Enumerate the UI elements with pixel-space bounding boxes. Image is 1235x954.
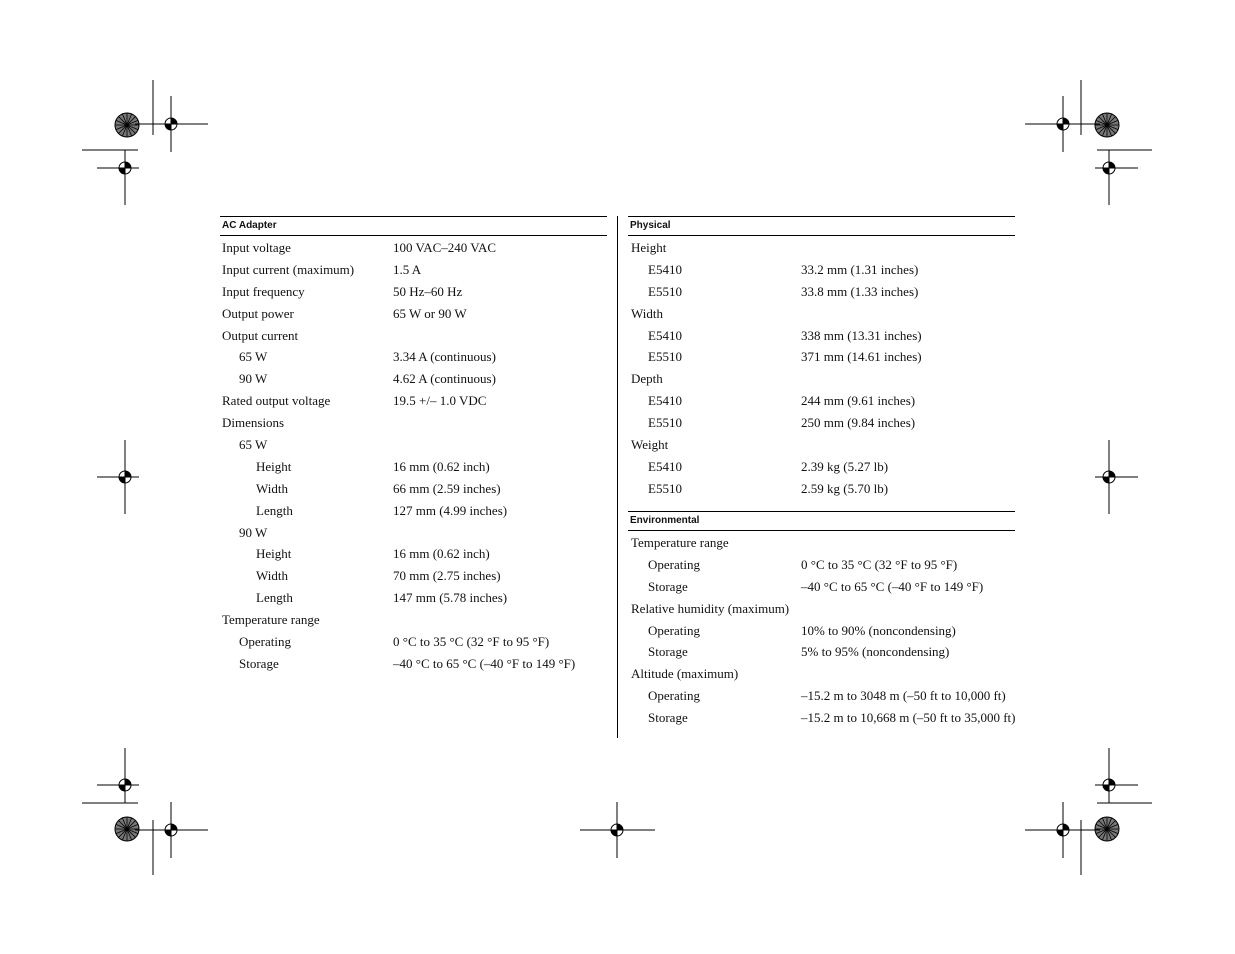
spec-label: Input voltage (222, 240, 291, 255)
spec-label: Rated output voltage (222, 393, 331, 409)
spec-label: E5410 (648, 327, 682, 343)
spec-value: 33.8 mm (1.33 inches) (801, 283, 919, 299)
spec-row (220, 522, 607, 544)
spec-label: Operating (648, 556, 700, 572)
spec-label: Operating (648, 622, 700, 638)
spec-row (220, 478, 607, 500)
spec-row (628, 281, 1015, 303)
spec-value: –40 °C to 65 °C (–40 °F to 149 °F) (393, 655, 576, 671)
spec-label: Operating (648, 688, 700, 704)
spec-row (220, 587, 607, 609)
spec-row (628, 685, 1015, 707)
spec-value: 4.62 A (continuous) (393, 371, 496, 387)
physical-table (628, 216, 1015, 500)
spec-value: 147 mm (5.78 inches) (393, 590, 508, 606)
spec-row (220, 303, 607, 325)
spec-label: 90 W (239, 371, 268, 387)
spec-row (628, 707, 1015, 729)
spec-label: 65 W (239, 437, 268, 453)
spec-label: Storage (648, 644, 688, 660)
spec-label: Temperature range (631, 535, 729, 550)
spec-label: E5510 (648, 415, 682, 431)
spec-row (628, 456, 1015, 478)
spec-label: Output power (222, 305, 294, 321)
spec-value: 5% to 95% (noncondensing) (801, 644, 950, 660)
spec-row (220, 259, 607, 281)
spec-label: 65 W (239, 349, 268, 365)
spec-row (628, 259, 1015, 281)
spec-value: 3.34 A (continuous) (393, 349, 496, 365)
spec-row (628, 368, 1015, 390)
spec-label: Relative humidity (maximum) (631, 600, 790, 616)
spec-row (628, 325, 1015, 347)
spec-label: Height (256, 546, 292, 562)
spec-value: 338 mm (13.31 inches) (801, 327, 922, 343)
spec-value: 65 W or 90 W (393, 305, 467, 321)
spec-label: Height (631, 240, 667, 255)
ac-adapter-table (220, 216, 607, 675)
spec-row (220, 543, 607, 565)
spec-label: Operating (239, 634, 291, 650)
spec-label: Length (256, 502, 293, 518)
spec-row (628, 598, 1015, 620)
spec-label: Temperature range (222, 612, 320, 628)
spec-row (628, 412, 1015, 434)
spec-label: Storage (239, 655, 279, 671)
ac-adapter-heading: AC Adapter (220, 216, 607, 236)
spec-value: 100 VAC–240 VAC (393, 240, 497, 255)
spec-label: E5510 (648, 283, 682, 299)
ac-adapter-rows (220, 236, 607, 675)
spec-value: –15.2 m to 10,668 m (–50 ft to 35,000 ft) (801, 710, 1016, 726)
spec-value: 50 Hz–60 Hz (393, 283, 463, 299)
column-divider (617, 216, 618, 738)
environmental-heading: Environmental (628, 511, 1015, 531)
spec-label: Weight (631, 437, 669, 453)
spec-label: Input current (maximum) (222, 261, 355, 277)
spec-value: 127 mm (4.99 inches) (393, 502, 508, 518)
spec-row (628, 237, 1015, 259)
spec-label: Dimensions (222, 415, 285, 431)
spec-row (220, 325, 607, 347)
spec-row (628, 434, 1015, 456)
spec-row (220, 390, 607, 412)
spec-row (220, 368, 607, 390)
spec-label: Output current (222, 327, 299, 343)
spec-row (220, 653, 607, 675)
environmental-rows (628, 531, 1015, 729)
spec-value: –40 °C to 65 °C (–40 °F to 149 °F) (801, 578, 984, 594)
spec-value: 2.59 kg (5.70 lb) (801, 480, 889, 496)
spec-value: 0 °C to 35 °C (32 °F to 95 °F) (393, 634, 550, 650)
spec-row (220, 500, 607, 522)
spec-value: 19.5 +/– 1.0 VDC (393, 393, 487, 409)
spec-label: Storage (648, 710, 688, 726)
spec-value: 250 mm (9.84 inches) (801, 415, 916, 431)
spec-row (220, 631, 607, 653)
spec-label: E5510 (648, 349, 682, 365)
spec-value: 16 mm (0.62 inch) (393, 546, 490, 562)
spec-label: E5410 (648, 458, 682, 474)
physical-heading: Physical (628, 216, 1015, 236)
spec-label: E5510 (648, 480, 682, 496)
spec-value: 244 mm (9.61 inches) (801, 393, 916, 409)
spec-row (628, 554, 1015, 576)
spec-value: 33.2 mm (1.31 inches) (801, 261, 919, 277)
spec-row (628, 303, 1015, 325)
spec-row (628, 576, 1015, 598)
spec-value: –15.2 m to 3048 m (–50 ft to 10,000 ft) (801, 688, 1006, 704)
spec-row (220, 346, 607, 368)
spec-label: Altitude (maximum) (631, 666, 739, 682)
spec-value: 66 mm (2.59 inches) (393, 480, 501, 496)
spec-label: Depth (631, 371, 663, 387)
spec-row (628, 663, 1015, 685)
spec-value: 2.39 kg (5.27 lb) (801, 458, 889, 474)
spec-label: Height (256, 458, 292, 474)
spec-value: 371 mm (14.61 inches) (801, 349, 922, 365)
spec-row (628, 346, 1015, 368)
spec-row (628, 478, 1015, 500)
spec-label: Input frequency (222, 283, 305, 299)
spec-row (628, 641, 1015, 663)
spec-row (220, 434, 607, 456)
spec-label: E5410 (648, 393, 682, 409)
spec-label: Width (256, 568, 288, 584)
spec-label: Length (256, 590, 293, 606)
spec-label: Width (256, 480, 288, 496)
spec-row (220, 565, 607, 587)
spec-row (628, 620, 1015, 642)
spec-row (628, 390, 1015, 412)
spec-row (628, 532, 1015, 554)
spec-row (220, 412, 607, 434)
spec-value: 1.5 A (393, 261, 422, 277)
environmental-table (628, 511, 1015, 729)
spec-row (220, 456, 607, 478)
spec-value: 0 °C to 35 °C (32 °F to 95 °F) (801, 556, 958, 572)
spec-row (220, 609, 607, 631)
spec-value: 70 mm (2.75 inches) (393, 568, 501, 584)
spec-value: 16 mm (0.62 inch) (393, 458, 490, 474)
spec-label: E5410 (648, 261, 682, 277)
spec-value: 10% to 90% (noncondensing) (801, 622, 956, 638)
spec-row (220, 237, 607, 259)
spec-label: Width (631, 305, 663, 321)
spec-row (220, 281, 607, 303)
spec-label: Storage (648, 578, 688, 594)
spec-label: 90 W (239, 524, 268, 540)
color-target-icon (115, 113, 139, 137)
physical-rows (628, 236, 1015, 500)
